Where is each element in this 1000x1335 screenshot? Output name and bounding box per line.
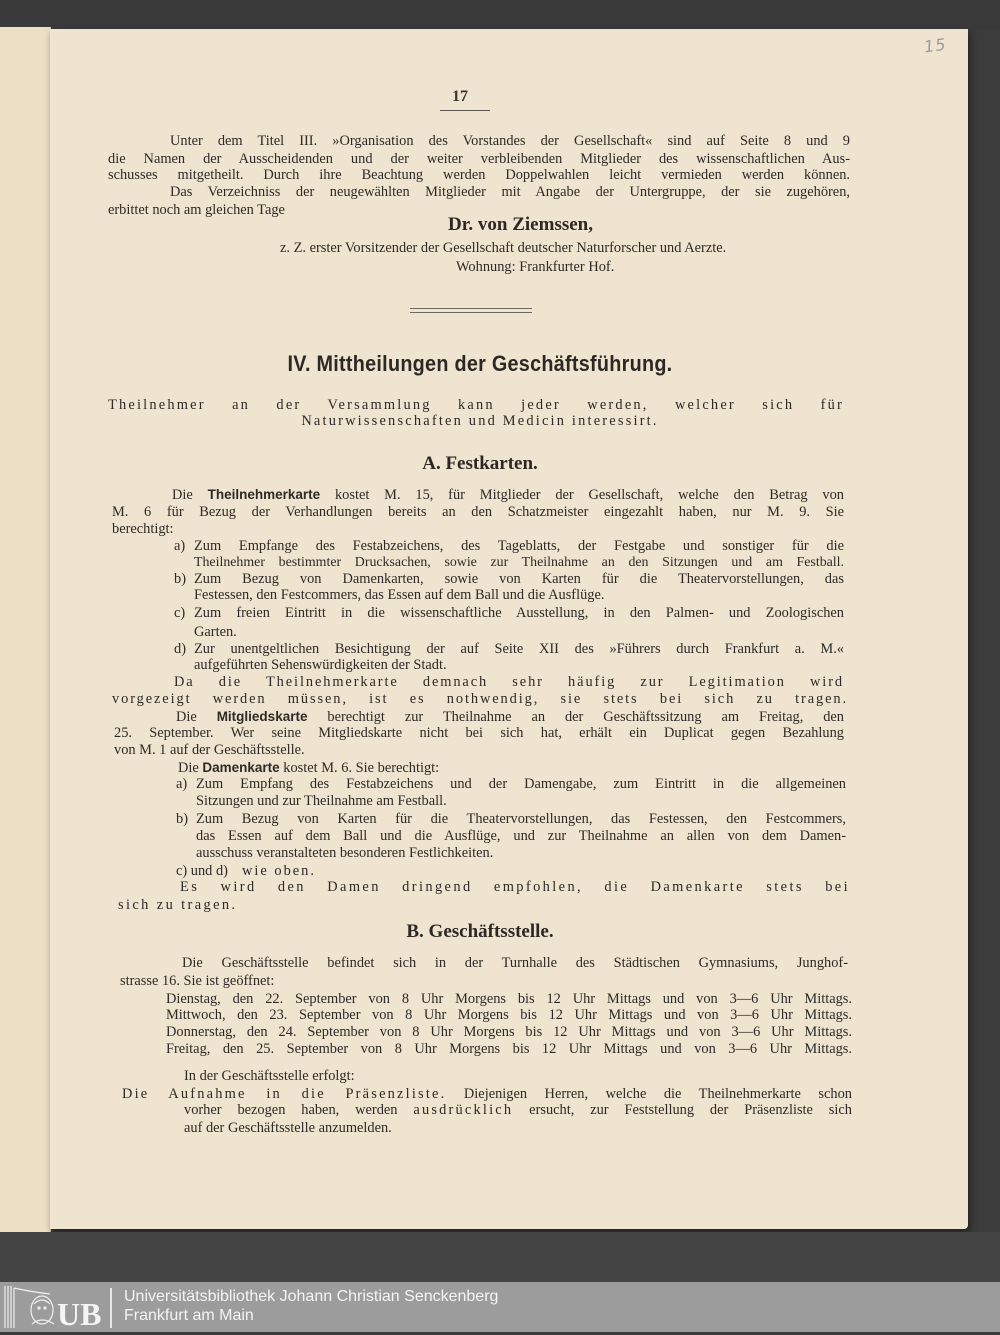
damen-note-line: Es wird den Damen dringend empfohlen, die Damenkarte stets bei [180,879,850,895]
list-item-label: a) [174,538,186,554]
list-item-label: d) [174,641,186,657]
list-item-line: Zum Bezug von Damenkarten, sowie von Karten für die Theatervorstellungen, das [194,571,844,587]
text-fragment: Die [178,760,203,776]
scan-shadow [0,1232,1000,1282]
logo-separator [110,1288,112,1328]
teilnehmerkarte-line: M. 6 für Bezug der Verhandlungen bereits an den Schatzmeister eingezahlt haben, nur M. 9. Sie [112,504,844,520]
list-item-label: b) [176,811,188,827]
list-item-label: c) und d) [176,863,228,879]
portrait-logo-icon [2,1284,110,1330]
damen-note-line: sich zu tragen. [118,897,238,913]
opening-hours-row: Freitag, den 25. September von 8 Uhr Morgens bis 12 Uhr Mittags und von 3—6 Uhr Mittags. [166,1041,852,1057]
list-item-label: c) [174,605,186,621]
text-fragment: ersucht, zur Feststellung der Präsenzliste sich [513,1102,852,1118]
location-line: strasse 16. Sie ist geöffnet: [120,973,275,989]
text-fragment: kostet M. 6. Sie berechtigt: [279,760,440,776]
text-fragment: kostet M. 15, für Mitglieder der Gesellschaft, welche den Betrag von [320,487,844,503]
scan-background [0,0,1000,30]
library-name: Universitätsbibliothek Johann Christian Senckenberg [124,1288,499,1305]
spaced-lead: Die Aufnahme in die Präsenzliste. [122,1086,447,1102]
logo-text: UB [57,1296,102,1330]
aufnahme-line: auf der Geschäftsstelle anzumelden. [184,1120,392,1136]
term-damenkarte: Damenkarte [202,760,280,775]
list-item-line: Zum freien Eintritt in die wissenschaftliche Ausstellung, in den Palmen- und Zoologischen [194,605,844,621]
opening-hours-row: Dienstag, den 22. September von 8 Uhr Morgens bis 12 Uhr Mittags und von 3—6 Uhr Mittags. [166,991,852,1007]
list-item-line: Zum Bezug von Karten für die Theatervorstellungen, das Festessen, den Festcommers, [196,811,846,827]
mitgliedskarte-line: 25. September. Wer seine Mitgliedskarte nicht bei sich hat, erhält ein Duplicat gegen Bezahlung [114,725,844,741]
legitimation-line: vorgezeigt werden müssen, ist es nothwendig, sie stets bei sich zu tragen. [112,691,848,707]
intro-line: erbittet noch am gleichen Tage [108,202,285,218]
list-item-line: Theilnehmer bestimmter Drucksachen, sowie zur Theilnahme an den Sitzungen und am Festball. [194,555,844,570]
list-item-line: Sitzungen und zur Theilnahme am Festball. [196,793,447,809]
list-item-label: b) [174,571,186,587]
list-item-label: a) [176,776,188,792]
opening-hours-row: Donnerstag, den 24. September von 8 Uhr Morgens bis 12 Uhr Mittags und von 3—6 Uhr Mittags. [166,1024,852,1040]
legitimation-line: Da die Theilnehmerkarte demnach sehr häufig zur Legitimation wird [174,674,844,690]
text-fragment: vorher bezogen haben, werden [184,1102,414,1118]
section-lead-line: Naturwissenschaften und Medicin interessirt. [301,413,659,429]
list-item-line: wie oben. [242,863,316,879]
intro-line: Das Verzeichniss der neugewählten Mitglieder mit Angabe der Untergruppe, der sie zugehören, [170,184,850,200]
aufnahme-line [184,1102,852,1119]
intro-line: die Namen der Ausscheidenden und der weiter verbleibenden Mitglieder des wissenschaftlichen Aus- [108,151,850,167]
list-item-line: Garten. [194,624,237,640]
aufnahme-line [122,1086,852,1103]
library-location: Frankfurt am Main [124,1307,254,1324]
geschaeftsstelle-heading: B. Geschäftsstelle. [406,921,554,942]
teilnehmerkarte-line [172,486,844,504]
page-number: 17 [452,88,468,105]
opening-hours-row: Mittwoch, den 23. September von 8 Uhr Morgens bis 12 Uhr Mittags und von 3—6 Uhr Mittags. [166,1007,852,1023]
mitgliedskarte-line [176,708,844,726]
list-item-line: Festessen, den Festcommers, das Essen auf dem Ball und die Ausflüge. [194,587,605,603]
term-theilnehmerkarte: Theilnehmerkarte [207,487,321,502]
erfolgt-line: In der Geschäftsstelle erfolgt: [184,1068,355,1084]
list-item-line: Zum Empfange des Festabzeichens, des Tageblatts, der Festgabe und sonstiger für die [194,538,844,554]
spaced-emphasis: ausdrücklich [413,1102,514,1118]
text-fragment: Diejenigen Herren, welche die Theilnehmerkarte schon [446,1086,852,1102]
signature-address: Wohnung: Frankfurter Hof. [456,259,615,275]
page-number-rule [440,110,490,111]
library-footer [0,1282,1000,1332]
list-item-line: das Essen auf dem Ball und die Ausflüge, und zur Theilnahme an allen von dem Damen- [196,828,846,844]
section-divider [410,308,532,313]
pencil-folio-number: 15 [922,34,948,57]
signature-name: Dr. von Ziemssen, [448,214,593,235]
intro-line: schusses mitgetheilt. Durch ihre Beachtung werden Doppelwahlen leicht vermieden werden können. [108,167,850,183]
list-item-line: ausschuss veranstalteten besonderen Festlichkeiten. [196,845,494,861]
signature-role: z. Z. erster Vorsitzender der Gesellschaft deutscher Naturforscher und Aerzte. [280,240,727,256]
damenkarte-line [178,759,439,777]
text-fragment: Die [176,709,217,725]
facing-page-edge [0,27,51,1232]
section-title: IV. Mittheilungen der Geschäftsführung. [287,351,673,376]
teilnehmerkarte-line: berechtigt: [112,521,174,537]
festkarten-heading: A. Festkarten. [422,453,538,474]
mitgliedskarte-line: von M. 1 auf der Geschäftsstelle. [114,742,305,758]
list-item-line: aufgeführten Sehenswürdigkeiten der Stadt. [194,657,447,673]
list-item-line: Zum Empfang des Festabzeichens und der Damengabe, zum Eintritt in die allgemeinen [196,776,846,792]
text-fragment: berechtigt zur Theilnahme an der Geschäftssitzung am Freitag, den [307,709,844,725]
text-fragment: Die [172,487,208,503]
location-line: Die Geschäftsstelle befindet sich in der Turnhalle des Städtischen Gymnasiums, Junghof- [182,955,848,971]
intro-line: Unter dem Titel III. »Organisation des Vorstandes der Gesellschaft« sind auf Seite 8 und 9 [170,133,850,149]
library-logo[interactable] [2,1284,110,1330]
section-lead-line: Theilnehmer an der Versammlung kann jeder werden, welcher sich für [108,397,844,413]
list-item-line: Zur unentgeltlichen Besichtigung der auf Seite XII des »Führers durch Frankfurt a. M.« [194,641,844,657]
term-mitgliedskarte: Mitgliedskarte [216,709,308,724]
